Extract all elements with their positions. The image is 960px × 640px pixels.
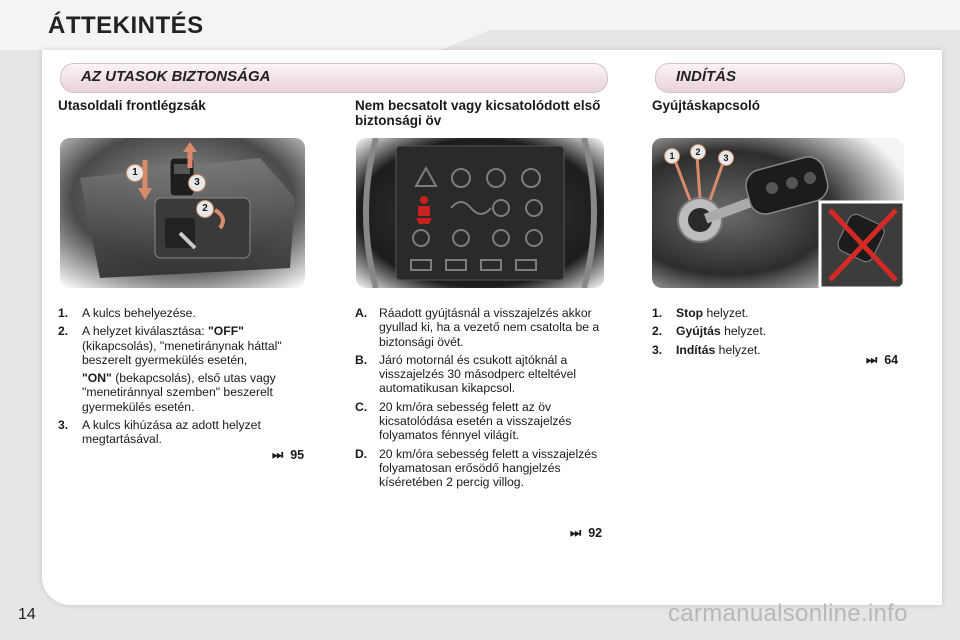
page-number: 14 [18, 606, 36, 623]
seatbelt-notes [355, 306, 610, 494]
item-number: 2. [652, 324, 663, 339]
reference-page: 64 [884, 353, 899, 367]
list-item [355, 447, 610, 490]
item-number: 3. [58, 418, 69, 433]
ignition-label-3: 3 [718, 150, 734, 166]
ignition-label-1: 1 [664, 148, 680, 164]
airbag-title: Utasoldali frontlégzsák [58, 98, 206, 113]
item-number: A. [355, 306, 368, 320]
double-arrow-icon: ⏭ [866, 353, 878, 367]
list-item [58, 324, 310, 367]
reference-page: 95 [290, 448, 305, 462]
reference-page: 92 [588, 526, 603, 540]
list-item [652, 324, 902, 338]
item-bold: Gyújtás [676, 324, 721, 339]
list-item [355, 353, 610, 396]
item-text: (kikapcsolás), "menetiránynak háttal" beszerelt gyermekülés esetén, [82, 338, 282, 367]
item-text: helyzet. [703, 306, 749, 320]
list-item [58, 306, 310, 320]
section-banner-safety [60, 63, 608, 93]
page-reference-92[interactable] [570, 526, 602, 541]
item-text: A kulcs behelyezése. [82, 306, 196, 320]
double-arrow-icon: ⏭ [570, 526, 582, 540]
item-text: A helyzet kiválasztása: [82, 324, 208, 339]
ignition-positions [652, 306, 902, 361]
list-item [355, 400, 610, 443]
item-number: 1. [652, 306, 663, 320]
item-bold: Indítás [676, 342, 716, 357]
item-text: Járó motornál és csukott ajtóknál a visszajelzés 30 másodperc elteltével automatikusan kikapcsol. [379, 352, 577, 396]
page-reference-95[interactable] [272, 448, 304, 463]
item-number: D. [355, 446, 368, 461]
section-banner-safety-label: AZ UTASOK BIZTONSÁGA [81, 68, 271, 85]
item-text: 20 km/óra sebesség felett az öv kicsatolódása esetén a visszajelzés folyamatos fénnyel világít. [379, 399, 572, 443]
item-bold: "OFF" [208, 324, 244, 339]
item-text: (bekapcsolás), első utas vagy "menetiránnyal szemben" beszerelt gyermekülés esetén. [82, 371, 276, 414]
item-number: 2. [58, 324, 69, 339]
section-banner-start-label: INDÍTÁS [676, 68, 736, 85]
list-item [58, 418, 310, 447]
item-text: 20 km/óra sebesség felett a visszajelzés folyamatosan erősödő hangjelzés kíséretében 2 percig villog. [379, 446, 598, 490]
warning-lights-photo [356, 138, 604, 288]
seatbelt-title: Nem becsatolt vagy kicsatolódott első biztonsági öv [355, 98, 601, 128]
list-item [355, 306, 610, 349]
ignition-title: Gyújtáskapcsoló [652, 98, 761, 113]
list-item [652, 306, 902, 320]
item-number: 1. [58, 306, 69, 320]
page-title: ÁTTEKINTÉS [48, 12, 204, 39]
item-text: helyzet. [715, 342, 761, 357]
page-reference-64[interactable] [866, 353, 898, 368]
airbag-label-2: 2 [196, 200, 214, 218]
item-bold: Stop [676, 306, 704, 320]
double-arrow-icon: ⏭ [272, 448, 284, 462]
item-number: 3. [652, 342, 663, 357]
section-banner-start [655, 63, 905, 93]
ignition-key-photo [652, 138, 904, 288]
airbag-switch-photo [60, 138, 305, 288]
item-number: B. [355, 352, 368, 367]
item-text: helyzet. [720, 324, 767, 339]
airbag-steps [58, 306, 310, 451]
airbag-label-1: 1 [126, 164, 144, 182]
item-number: C. [355, 399, 368, 414]
watermark: carmanualsonline.info [668, 600, 908, 627]
item-bold: "ON" [82, 371, 112, 386]
airbag-label-3: 3 [188, 174, 206, 192]
list-item [58, 371, 310, 414]
item-text: A kulcs kihúzása az adott helyzet megtartásával. [82, 418, 261, 447]
item-text: Ráadott gyújtásnál a visszajelzés akkor gyullad ki, ha a vezető nem csatolta be a biztonsági övét. [379, 306, 600, 349]
list-item [652, 343, 902, 357]
ignition-label-2: 2 [690, 144, 706, 160]
